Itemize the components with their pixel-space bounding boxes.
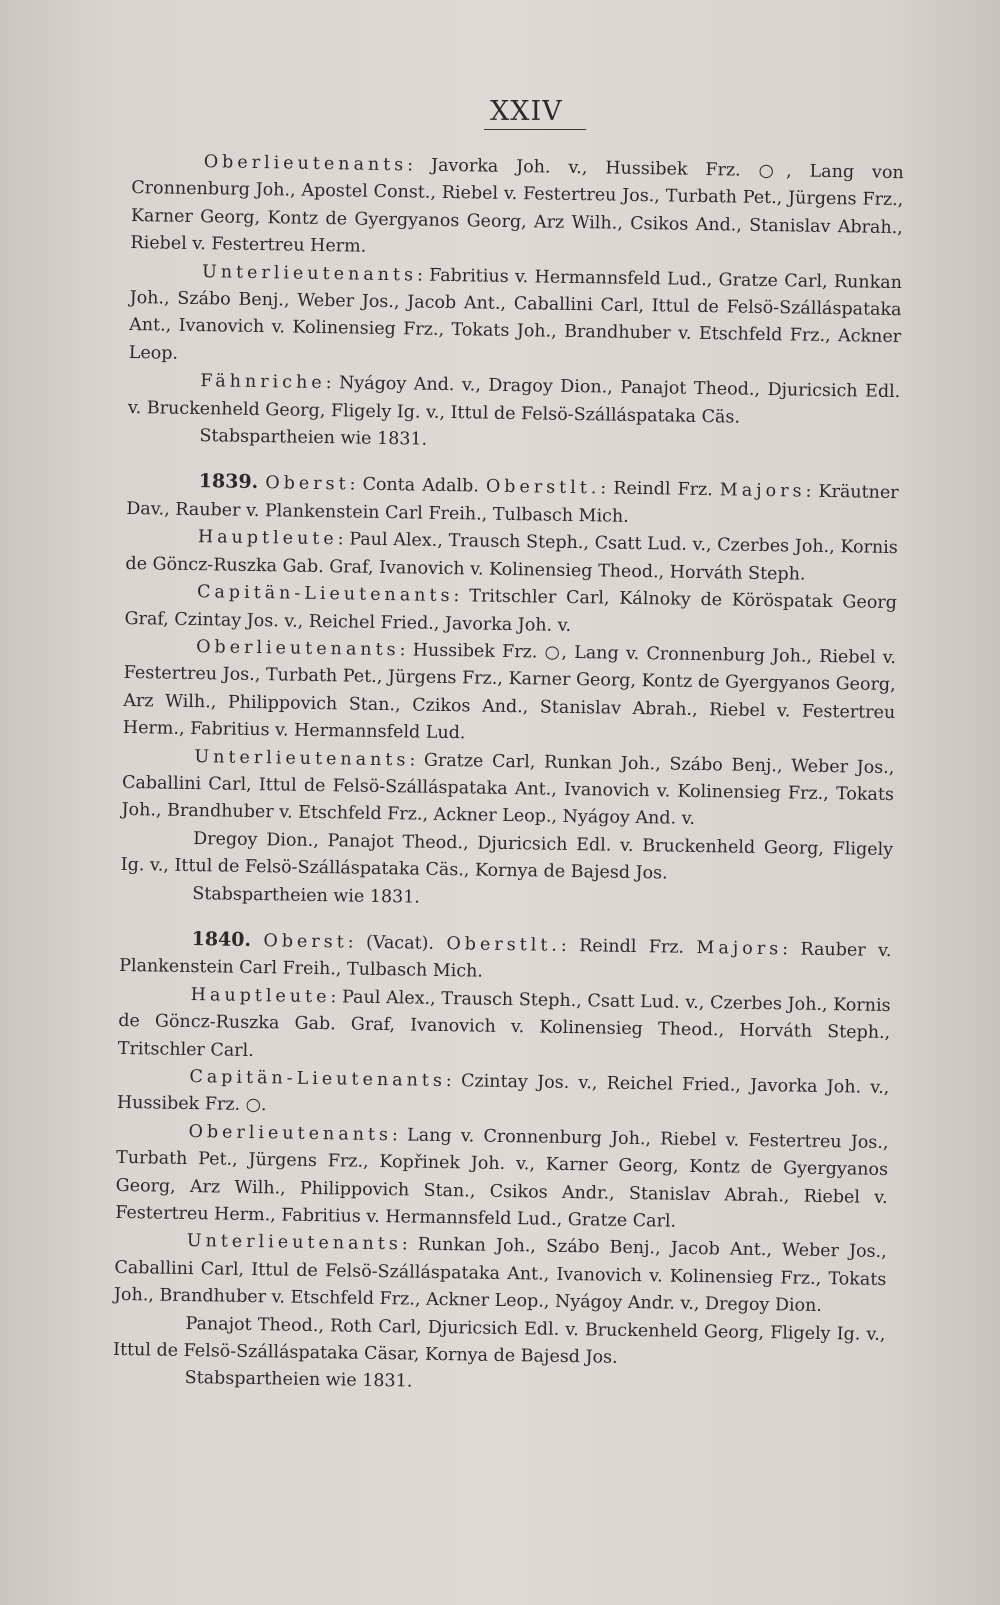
rank-label: Oberst (263, 931, 348, 953)
officer-names: Reindl Frz. (579, 936, 685, 958)
year-heading: 1840. (191, 928, 252, 951)
rank-label: Unterlieutenants (186, 1231, 402, 1255)
officer-names: Conta Adalb. (362, 475, 480, 497)
officer-names: Reindl Frz. (613, 479, 713, 501)
officer-names: Javorka Joh. v., Hussibek Frz. ○, Lang von Cronnenburg Joh., Apostel Const., Riebel v. Festertreu Jos., Turbath Pet., Jürgens Frz., Karner Georg, Kontz de Gyergyanos Georg, Arz Wilh., Csikos And., Stanislav Abrah., Riebel v. Festertreu Herm. (130, 155, 904, 257)
officer-names: Runkan Joh., Szábo Benj., Jacob Ant., Weber Jos., Caballini Carl, Ittul de Felsö-Szálláspataka Ant., Ivanovich v. Kolinensieg Frz., Tokats Joh., Brandhuber v. Etschfeld Frz., Ackner Leop., Nyágoy Andr. v., Dregoy Dion. (113, 1235, 887, 1317)
officer-names: Hussibek Frz. ○, Lang v. Cronnenburg Joh., Riebel v. Festertreu Jos., Turbath Pet., Jürgens Frz., Karner Georg, Kontz de Gyergyanos Georg, Arz Wilh., Philippovich Stan., Czikos And., Stanislav Abrah., Riebel v. Festertreu Herm., Fabritius v. Hermannsfeld Lud. (122, 640, 897, 744)
officer-names: Nyágoy And. v., Dragoy Dion., Panajot Theod., Djuricsich Edl. v. Bruckenheld Georg, Fligely Ig. v., Ittul de Felsö-Szálláspataka Cäs. (127, 373, 901, 428)
officer-names: Tritschler Carl, Kálnoky de Köröspatak Georg Graf, Czintay Jos. v., Reichel Fried., Javorka Joh. v. (124, 586, 898, 636)
officer-names: Kräutner Dav., Rauber v. Plankenstein Carl Freih., Tulbasch Mich. (126, 482, 899, 527)
officer-names: Stabspartheien wie 1831. (192, 883, 421, 908)
roster-paragraph: Fähnriche: Nyágoy And. v., Dragoy Dion., Panajot Theod., Djuricsich Edl. v. Bruckenheld Georg, Fligely Ig. v., Ittul de Felsö-Szálláspataka Cäs. (127, 371, 901, 428)
roster-paragraph: 1839. Oberst: Conta Adalb. Oberstlt.: Reindl Frz. Majors: Kräutner Dav., Rauber v. Plankenstein Carl Freih., Tulbasch Mich. (126, 470, 899, 527)
officer-names: Stabspartheien wie 1831. (184, 1368, 413, 1393)
officer-names: Fabritius v. Hermannsfeld Lud., Gratze Carl, Runkan Joh., Szábo Benj., Weber Jos., Jacob Ant., Caballini Carl, Ittul de Felsö-Szálláspataka Ant., Ivanovich v. Kolinensieg Frz., Tokats Joh., Brandhuber v. Etschfeld Frz., Ackner Leop. (128, 265, 903, 364)
officer-names: Paul Alex., Trausch Steph., Csatt Lud. v., Czerbes Joh., Kornis de Göncz-Ruszka Gab. Graf, Ivanovich v. Kolinensieg Theod., Horváth Steph., Tritschler Carl. (117, 987, 891, 1061)
officer-names: Panajot Theod., Roth Carl, Djuricsich Edl. v. Bruckenheld Georg, Fligely Ig. v., Ittul de Felsö-Szálláspataka Cäsar, Kornya de Bajesd Jos. (112, 1313, 886, 1368)
rank-label: Hauptleute (190, 984, 331, 1008)
roster-section-1840 (112, 925, 891, 1404)
roster-paragraph: Capitän-Lieutenants: Tritschler Carl, Kálnoky de Köröspatak Georg Graf, Czintay Jos. v., Reichel Fried., Javorka Joh. v. (124, 582, 898, 636)
rank-label: Capitän-Lieutenants (196, 582, 454, 607)
roster-paragraph: Hauptleute: Paul Alex., Trausch Steph., Csatt Lud. v., Czerbes Joh., Kornis de Göncz-Ruszka Gab. Graf, Ivanovich v. Kolinensieg Theod., Horváth Steph. (125, 527, 898, 585)
header-rule (484, 129, 586, 130)
rank-label: Unterlieutenants (201, 261, 418, 286)
rank-label: Oberstlt. (446, 934, 562, 956)
roster-paragraph: Capitän-Lieutenants: Czintay Jos. v., Reichel Fried., Javorka Joh. v., Hussibek Frz. ○. (116, 1067, 890, 1116)
roster-paragraph: Hauptleute: Paul Alex., Trausch Steph., Csatt Lud. v., Czerbes Joh., Kornis de Göncz-Ruszka Gab. Graf, Ivanovich v. Kolinensieg Theod., Horváth Steph., Tritschler Carl. (117, 984, 891, 1061)
officer-names: Rauber v. Plankenstein Carl Freih., Tulbasch Mich. (118, 939, 892, 982)
officer-names: Dregoy Dion., Panajot Theod., Djuricsich Edl. v. Bruckenheld Georg, Fligely Ig. v., Ittul de Felsö-Szálláspataka Cäs., Kornya de Bajesd Jos. (120, 828, 894, 884)
roster-paragraph: Oberlieutenants: Lang v. Cronnenburg Joh., Riebel v. Festertreu Jos., Turbath Pet., Jürgens Frz., Kopřinek Joh. v., Karner Georg, Kontz de Gyergyanos Georg, Arz Wilh., Philippovich Stan., Csikos Andr., Stanislav Abrah., Riebel v. Festertreu Herm., Fabritius v. Hermannsfeld Lud., Gratze Carl. (115, 1121, 889, 1232)
rank-label: Oberlieutenants (196, 636, 400, 661)
rank-label: Oberstlt. (485, 477, 601, 499)
officer-names: (Vacat). (365, 932, 435, 954)
officer-names: Lang v. Cronnenburg Joh., Riebel v. Festertreu Jos., Turbath Pet., Jürgens Frz., Kopřinek Joh. v., Karner Georg, Kontz de Gyergyanos Georg, Arz Wilh., Philippovich Stan., Csikos Andr., Stanislav Abrah., Riebel v. Festertreu Herm., Fabritius v. Hermannsfeld Lud., Gratze Carl. (115, 1125, 889, 1232)
rank-label: Majors (696, 937, 783, 960)
year-heading: 1839. (198, 470, 259, 494)
page-number: XXIV (490, 96, 563, 127)
rank-label: Oberst (265, 473, 350, 495)
officer-names: Gratze Carl, Runkan Joh., Szábo Benj., Weber Jos., Caballini Carl, Ittul de Felsö-Szálláspataka Ant., Ivanovich v. Kolinensieg Frz., Tokats Joh., Brandhuber v. Etschfeld Frz., Ackner Leop., Nyágoy And. v. (121, 750, 895, 830)
roster-paragraph: Unterlieutenants: Fabritius v. Hermannsfeld Lud., Gratze Carl, Runkan Joh., Szábo Benj., Weber Jos., Jacob Ant., Caballini Carl, Ittul de Felsö-Szálláspataka Ant., Ivanovich v. Kolinensieg Frz., Tokats Joh., Brandhuber v. Etschfeld Frz., Ackner Leop. (128, 261, 903, 364)
roster-paragraph: Unterlieutenants: Gratze Carl, Runkan Joh., Szábo Benj., Weber Jos., Caballini Carl, Ittul de Felsö-Szálláspataka Ant., Ivanovich v. Kolinensieg Frz., Tokats Joh., Brandhuber v. Etschfeld Frz., Ackner Leop., Nyágoy And. v. (121, 746, 895, 830)
rank-label: Hauptleute (197, 527, 338, 550)
roster-paragraph: Oberlieutenants: Javorka Joh. v., Hussibek Frz. ○, Lang von Cronnenburg Joh., Apostel Const., Riebel v. Festertreu Jos., Turbath Pet., Jürgens Frz., Karner Georg, Kontz de Gyergyanos Georg, Arz Wilh., Csikos And., Stanislav Abrah., Riebel v. Festertreu Herm. (130, 152, 904, 257)
roster-section (127, 148, 904, 462)
officer-names: Stabspartheien wie 1831. (199, 426, 428, 450)
rank-label: Oberlieutenants (203, 152, 408, 176)
roster-paragraph: Oberlieutenants: Hussibek Frz. ○, Lang v. Cronnenburg Joh., Riebel v. Festertreu Jos., Turbath Pet., Jürgens Frz., Karner Georg, Kontz de Gyergyanos Georg, Arz Wilh., Philippovich Stan., Czikos And., Stanislav Abrah., Riebel v. Festertreu Herm., Fabritius v. Hermannsfeld Lud. (122, 636, 897, 744)
rank-label: Majors (719, 480, 806, 503)
roster-text (112, 148, 903, 1404)
roster-section-1839 (120, 467, 899, 919)
rank-label: Fähnriche (200, 371, 326, 394)
roster-paragraph: 1840. Oberst: (Vacat). Oberstlt.: Reindl Frz. Majors: Rauber v. Plankenstein Carl Freih., Tulbasch Mich. (118, 928, 892, 982)
roster-paragraph: Unterlieutenants: Runkan Joh., Szábo Benj., Jacob Ant., Weber Jos., Caballini Carl, Ittul de Felsö-Szálláspataka Ant., Ivanovich v. Kolinensieg Frz., Tokats Joh., Brandhuber v. Etschfeld Frz., Ackner Leop., Nyágoy Andr. v., Dregoy Dion. (113, 1231, 887, 1317)
officer-names: Paul Alex., Trausch Steph., Csatt Lud. v., Czerbes Joh., Kornis de Göncz-Ruszka Gab. Graf, Ivanovich v. Kolinensieg Theod., Horváth Steph. (125, 529, 898, 585)
rank-label: Unterlieutenants (194, 746, 410, 770)
rank-label: Oberlieutenants (188, 1121, 393, 1146)
officer-names: Czintay Jos. v., Reichel Fried., Javorka Joh. v., Hussibek Frz. ○. (116, 1071, 890, 1116)
rank-label: Capitän-Lieutenants (189, 1067, 447, 1092)
